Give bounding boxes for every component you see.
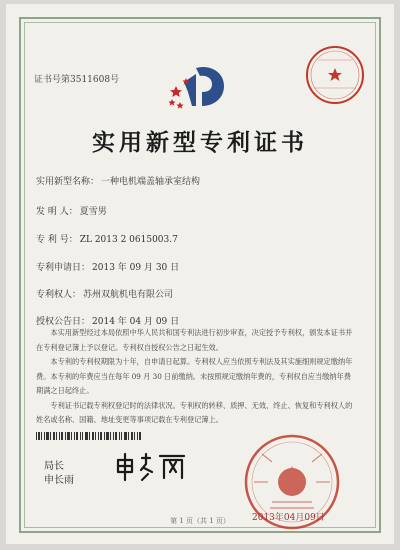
signatory-title: 局长 xyxy=(44,461,64,472)
field-filing-date xyxy=(36,260,179,273)
field-inventor xyxy=(36,204,107,217)
field-label: 发 明 人： xyxy=(36,207,78,217)
signatory-labels xyxy=(44,460,74,488)
certificate-sheet xyxy=(6,4,394,544)
field-label: 专 利 号： xyxy=(36,235,78,245)
field-patent-number xyxy=(36,232,178,245)
page-number: 第 1 页（共 1 页） xyxy=(170,517,230,525)
body-paragraph: 专利证书记载专利权登记时的法律状况。专利权的转移、质押、无效、终止、恢复和专利权人的姓名或名称、国籍、地址变更等事项记载在专利登记簿上。 xyxy=(36,400,353,424)
field-label: 专利权人： xyxy=(36,290,82,300)
certificate-number: 证书号第3511608号 xyxy=(34,75,120,85)
certificate-body xyxy=(36,326,358,428)
field-utility-model-name xyxy=(36,174,200,187)
field-label: 授权公告日： xyxy=(36,317,91,327)
field-value: 2013 年 09 月 30 日 xyxy=(92,263,180,273)
field-value: 一种电机端盖轴承室结构 xyxy=(101,177,201,187)
handwritten-signature xyxy=(114,450,188,484)
field-value: 夏雪男 xyxy=(79,207,107,217)
barcode xyxy=(36,432,142,440)
patent-office-logo xyxy=(166,62,230,114)
field-label: 实用新型名称： xyxy=(36,177,100,187)
field-patentee xyxy=(36,287,173,300)
signatory-name: 申长雨 xyxy=(44,475,74,486)
body-paragraph: 本实用新型经过本局依照中华人民共和国专利法进行初步审查，决定授予专利权，颁发本证书并在专利登记簿上予以登记。专利权自授权公告之日起生效。 xyxy=(36,328,353,352)
field-value: 2014 年 04 月 09 日 xyxy=(92,317,180,327)
body-paragraph: 本专利的专利权期限为十年，自申请日起算。专利权人应当依照专利法及其实施细则规定缴纳年费。本专利的年费应当在每年 09 月 30 日前缴纳。未按照规定缴纳年费的，专利权自应当缴纳年费期满之日起终止。 xyxy=(36,357,353,395)
field-label: 专利申请日： xyxy=(36,263,91,273)
office-seal-top xyxy=(304,44,366,106)
field-value: ZL 2013 2 0615003.7 xyxy=(79,235,178,245)
certificate-title: 实用新型专利证书 xyxy=(92,129,308,156)
field-value: 苏州双航机电有限公司 xyxy=(83,290,174,300)
stamp-date: 2013年04月09日 xyxy=(252,513,325,523)
